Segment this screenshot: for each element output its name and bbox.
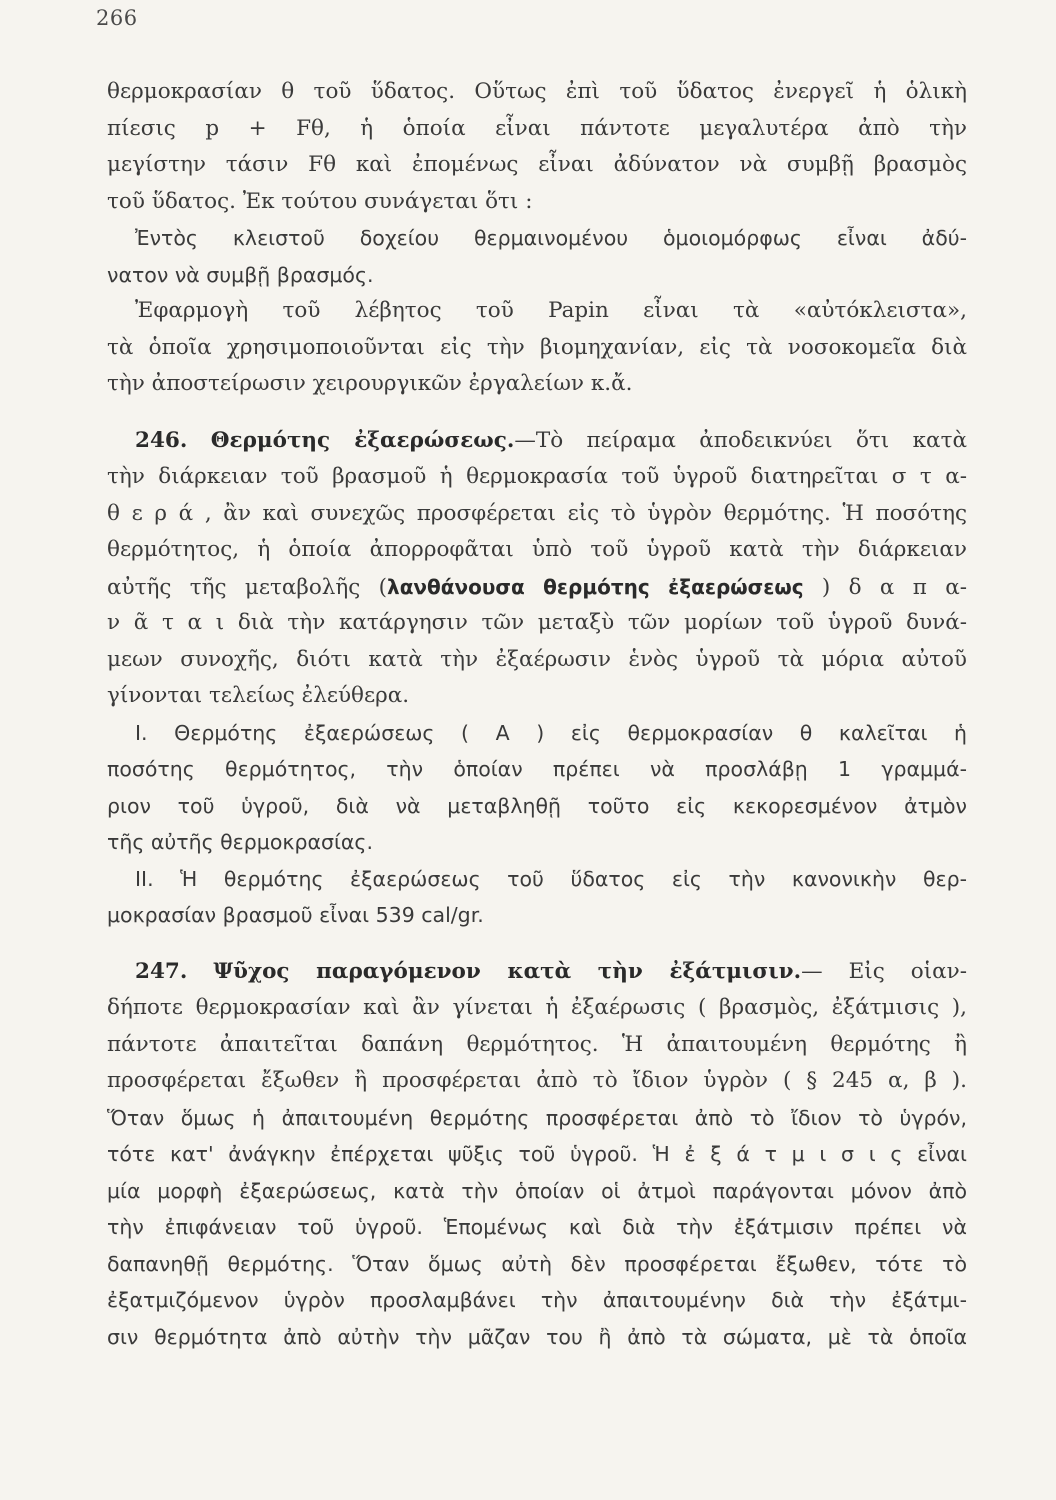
text-span: — Εἰς οἱαν- <box>801 958 967 984</box>
text-line: ἐξατμιζόμενον ὑγρὸν προσλαμβάνει τὴν ἀπαιτουμένην διὰ τὴν ἐξάτμι- <box>107 1288 967 1312</box>
text-line: ν ᾶ τ α ι διὰ τὴν κατάργησιν τῶν μεταξὺ τῶν μορίων τοῦ ὑγροῦ δυνά- <box>107 610 967 635</box>
text-line: δήποτε θερμοκρασίαν καὶ ἂν γίνεται ἡ ἐξαέρωσις ( βρασμὸς, ἐξάτμισις ), <box>107 995 967 1020</box>
section-number: 247. <box>135 958 188 984</box>
rule-line: ποσότης θερμότητος, τὴν ὁποίαν πρέπει νὰ προσλάβῃ 1 γραμμά- <box>107 757 967 781</box>
text-line: τὴν ἐπιφάνειαν τοῦ ὑγροῦ. Ἑπομένως καὶ διὰ τὴν ἐξάτμισιν πρέπει νὰ <box>107 1215 967 1239</box>
section-number: 246. <box>135 427 188 453</box>
page-number: 266 <box>96 6 138 30</box>
text-line: τὰ ὁποῖα χρησιμοποιοῦνται εἰς τὴν βιομηχανίαν, εἰς τὰ νοσοκομεῖα διὰ <box>107 334 967 360</box>
text-line: σιν θερμότητα ἀπὸ αὐτὴν τὴν μᾶζαν του ἢ ἀπὸ τὰ σώματα, μὲ τὰ ὁποῖα <box>107 1324 967 1349</box>
rule-line: τῆς αὐτῆς θερμοκρασίας. <box>107 830 373 854</box>
section-title: Θερμότης ἐξαερώσεως. <box>210 427 515 453</box>
rule-line: Ι. Θερμότης ἐξαερώσεως ( Α ) εἰς θερμοκρασίαν θ καλεῖται ἡ <box>135 720 967 745</box>
text-line: τὴν ἀποστείρωσιν χειρουργικῶν ἐργαλείων κ.ἄ. <box>107 371 633 396</box>
rule-line: ριον τοῦ ὑγροῦ, διὰ νὰ μεταβληθῇ τοῦτο εἰς κεκορεσμένον ἀτμὸν <box>107 793 967 818</box>
body-text <box>107 74 967 1355</box>
section-title: Ψῦχος παραγόμενον κατὰ τὴν ἐξάτμισιν. <box>213 958 802 984</box>
rule-line: μοκρασίαν βρασμοῦ εἶναι 539 cal/gr. <box>107 903 484 927</box>
text-span: —Τὸ πείραμα ἀποδεικνύει ὅτι κατὰ <box>514 427 967 453</box>
text-line: νατον νὰ συμβῇ βρασμός. <box>107 262 374 287</box>
text-line: τὴν διάρκειαν τοῦ βρασμοῦ ἡ θερμοκρασία τοῦ ὑγροῦ διατηρεῖται σ τ α- <box>107 464 967 489</box>
text-line: προσφέρεται ἔξωθεν ἢ προσφέρεται ἀπὸ τὸ ἴδιον ὑγρὸν ( § 245 α, β ). <box>107 1068 967 1093</box>
paragraph-gap <box>107 934 967 954</box>
text-line: θ ε ρ ά , ἂν καὶ συνεχῶς προσφέρεται εἰς τὸ ὑγρὸν θερμότης. Ἡ ποσότης <box>107 500 967 526</box>
text-line: γίνονται τελείως ἐλεύθερα. <box>107 683 410 708</box>
text-line: θερμοκρασίαν θ τοῦ ὕδατος. Οὕτως ἐπὶ τοῦ ὕδατος ἐνεργεῖ ἡ ὁλικὴ <box>107 79 967 104</box>
text-span: ) δ α π α- <box>821 574 967 600</box>
section-247-heading-line <box>107 954 967 991</box>
text-line: τότε κατ' ἀνάγκην ἐπέρχεται ψῦξις τοῦ ὑγροῦ. Ἡ ἐ ξ ά τ μ ι σ ι ς εἶναι <box>107 1142 967 1166</box>
text-line: Ἐφαρμογὴ τοῦ λέβητος τοῦ Papin εἶναι τὰ «αὐτόκλειστα», <box>135 298 967 323</box>
text-line: πάντοτε ἀπαιτεῖται δαπάνη θερμότητος. Ἡ ἀπαιτουμένη θερμότης ἢ <box>107 1031 967 1057</box>
bold-term: λανθάνουσα θερμότης ἐξαερώσεως <box>387 574 804 599</box>
section-246-heading-line <box>107 423 967 460</box>
text-line: δαπανηθῇ θερμότης. Ὅταν ὅμως αὐτὴ δὲν προσφέρεται ἔξωθεν, τότε τὸ <box>107 1251 967 1276</box>
text-line: τοῦ ὕδατος. Ἐκ τούτου συνάγεται ὅτι : <box>107 188 533 214</box>
rule-line: ΙΙ. Ἡ θερμότης ἐξαερώσεως τοῦ ὕδατος εἰς τὴν κανονικὴν θερ- <box>135 866 967 891</box>
text-line: πίεσις p + Fθ, ἡ ὁποία εἶναι πάντοτε μεγαλυτέρα ἀπὸ τὴν <box>107 115 967 141</box>
text-line: μία μορφὴ ἐξαερώσεως, κατὰ τὴν ὁποίαν οἱ ἀτμοὶ παράγονται μόνον ἀπὸ <box>107 1178 967 1203</box>
text-line-mixed <box>107 569 967 606</box>
paragraph-gap <box>107 403 967 423</box>
text-line: Ἐντὸς κλειστοῦ δοχείου θερμαινομένου ὁμοιομόρφως εἶναι ἀδύ- <box>135 226 967 250</box>
text-line: μεγίστην τάσιν Fθ καὶ ἐπομένως εἶναι ἀδύνατον νὰ συμβῇ βρασμὸς <box>107 152 967 177</box>
text-line: θερμότητος, ἡ ὁποία ἀπορροφᾶται ὑπὸ τοῦ ὑγροῦ κατὰ τὴν διάρκειαν <box>107 537 967 562</box>
text-line: Ὅταν ὅμως ἡ ἀπαιτουμένη θερμότης προσφέρεται ἀπὸ τὸ ἴδιον τὸ ὑγρόν, <box>107 1105 967 1130</box>
text-span: αὐτῆς τῆς μεταβολῆς ( <box>107 574 388 600</box>
text-line: μεων συνοχῆς, διότι κατὰ τὴν ἐξαέρωσιν ἑνὸς ὑγροῦ τὰ μόρια αὐτοῦ <box>107 646 967 672</box>
